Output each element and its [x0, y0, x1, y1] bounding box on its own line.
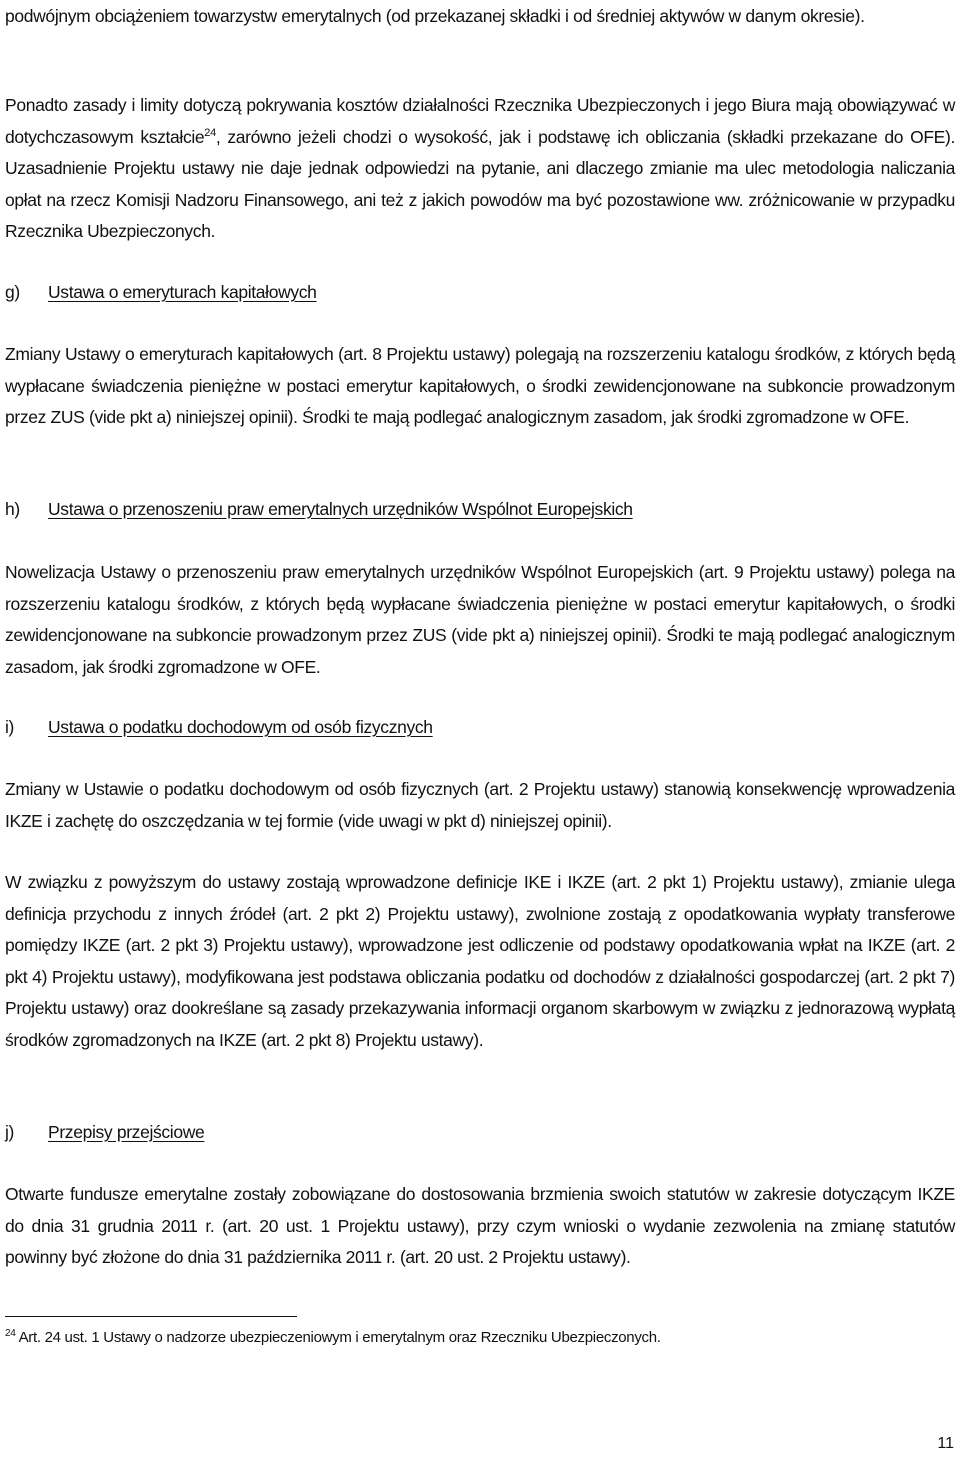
- section-letter: j): [5, 1122, 15, 1142]
- section-g-paragraph: Zmiany Ustawy o emeryturach kapitałowych (art. 8 Projektu ustawy) polegają na rozszerzeniu katalogu środków, z których będą wypłacane świadczenia pieniężne w postaci emerytur kapitałowych, o środki zewidencjonowane na subkoncie prowadzonym przez ZUS (vide pkt a) niniejszej opinii). Środki te mają podlegać analogicznym zasadom, jak środki zgromadzone w OFE.: [5, 344, 955, 427]
- footnote-text: Art. 24 ust. 1 Ustawy o nadzorze ubezpieczeniowym i emerytalnym oraz Rzeczniku Ubezpieczonych.: [15, 1329, 661, 1346]
- section-h-paragraph: Nowelizacja Ustawy o przenoszeniu praw emerytalnych urzędników Wspólnot Europejskich (art. 9 Projektu ustawy) polega na rozszerzeniu katalogu środków, z których będą wypłacane świadczenia pieniężne w postaci emerytur kapitałowych, o środki zewidencjonowane na subkoncie prowadzonym przez ZUS (vide pkt a) niniejszej opinii). Środki te mają podlegać analogicznym zasadom, jak środki zgromadzone w OFE.: [5, 562, 955, 677]
- section-i-paragraph-2: W związku z powyższym do ustawy zostają wprowadzone definicje IKE i IKZE (art. 2 pkt 1) Projektu ustawy), zmianie ulega definicja przychodu z innych źródeł (art. 2 pkt 2) Projektu ustawy), zwolnione zostają z opodatkowania wypłaty transferowe pomiędzy IKZE (art. 2 pkt 3) Projektu ustawy), wprowadzone jest odliczenie od podstawy opodatkowania wpłat na IKZE (art. 2 pkt 4) Projektu ustawy), modyfikowana jest podstawa obliczania podatku od dochodów z działalności gospodarczej (art. 2 pkt 7) Projektu ustawy) oraz dookreślane są zasady przekazywania informacji organom skarbowym w związku z jednorazową wypłatą środków zgromadzonych na IKZE (art. 2 pkt 8) Projektu ustawy).: [5, 872, 955, 1050]
- section-letter: h): [5, 499, 20, 519]
- footnote: [5, 1326, 661, 1350]
- section-letter: g): [5, 282, 20, 302]
- paragraph-text-part-2: , zarówno jeżeli chodzi o wysokość, jak i podstawę ich obliczania (składki przekazane do OFE). Uzasadnienie Projektu ustawy nie daje jednak odpowiedzi na pytanie, ani dlaczego zmianie ma ulec metodologia naliczania opłat na rzecz Komisji Nadzoru Finansowego, ani też z jakich powodów ma być pozostawione ww. zróżnicowanie w przypadku Rzecznika Ubezpieczonych.: [5, 126, 955, 241]
- footnote-reference[interactable]: 24: [204, 126, 216, 139]
- section-heading-j: [5, 1117, 955, 1149]
- section-heading-h: [5, 494, 955, 526]
- section-heading-g: [5, 277, 955, 309]
- section-heading-i: [5, 712, 955, 744]
- paragraph-rzecznik-costs: [5, 90, 955, 248]
- footnote-number: 24: [5, 1328, 16, 1339]
- page-number: 11: [937, 1435, 954, 1452]
- footnote-separator: [5, 1316, 297, 1317]
- section-title: Ustawa o podatku dochodowym od osób fizycznych: [48, 717, 433, 737]
- section-j-paragraph: Otwarte fundusze emerytalne zostały zobowiązane do dostosowania brzmienia swoich statutów w zakresie dotyczącym IKZE do dnia 31 grudnia 2011 r. (art. 20 ust. 1 Projektu ustawy), przy czym wnioski o wydanie zezwolenia na zmianę statutów powinny być złożone do dnia 31 października 2011 r. (art. 20 ust. 2 Projektu ustawy).: [5, 1184, 955, 1267]
- section-letter: i): [5, 717, 15, 737]
- section-title: Ustawa o przenoszeniu praw emerytalnych urzędników Wspólnot Europejskich: [48, 499, 633, 519]
- section-title: Przepisy przejściowe: [48, 1122, 205, 1142]
- paragraph-continued: podwójnym obciążeniem towarzystw emerytalnych (od przekazanej składki i od średniej aktywów w danym okresie).: [5, 6, 865, 26]
- section-title: Ustawa o emeryturach kapitałowych: [48, 282, 317, 302]
- section-i-paragraph-1: Zmiany w Ustawie o podatku dochodowym od osób fizycznych (art. 2 Projektu ustawy) stanowią konsekwencję wprowadzenia IKZE i zachętę do oszczędzania w tej formie (vide uwagi w pkt d) niniejszej opinii).: [5, 779, 955, 831]
- paragraph-text-part-1: Ponadto zasady i limity dotyczą pokrywania kosztów działalności Rzecznika Ubezpieczonych i jego Biura mają obowiązywać w dotychczasowym kształcie: [5, 95, 955, 147]
